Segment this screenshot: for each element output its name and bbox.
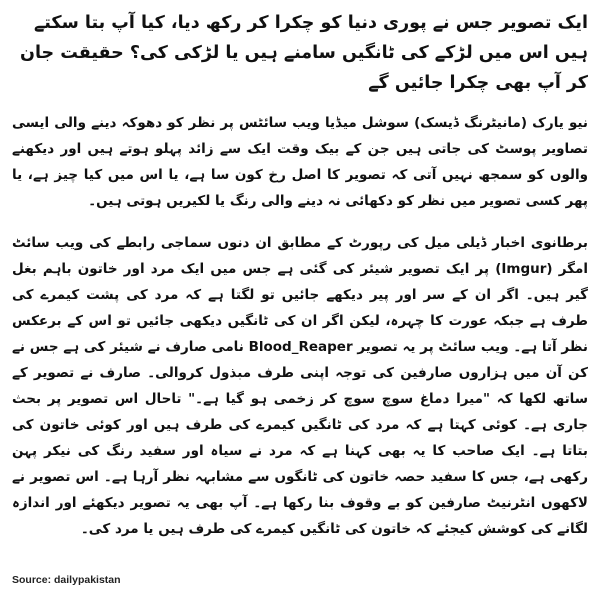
article-paragraph-body: برطانوی اخبار ڈیلی میل کی رپورٹ کے مطابق ان دنوں سماجی رابطے کی ویب سائٹ امگر (Imgur) پر ایک تصویر شیئر کی گئی ہے جس میں ایک مرد اور خاتون باہم بغل گیر ہیں۔ اگر ان کے سر اور پیر دیکھے جائیں تو لگتا ہے کہ مرد کی پشت کیمرے کی طرف ہے جبکہ عورت کا چہرہ، لیکن اگر ان کی ٹانگیں دیکھی جائیں تو اس کے برعکس نظر آتا ہے۔ ویب سائٹ پر یہ تصویر Blood_Reaper نامی صارف نے شیئر کی ہے جس نے کن آن میں ہزاروں صارفین کی توجہ اپنی طرف مبذول کروالی۔ صارف نے تصویر کے ساتھ لکھا کہ "میرا دماغ سوچ سوچ کر زخمی ہو گیا ہے۔" تاحال اس تصویر پر بحث جاری ہے۔ کوئی کہتا ہے کہ مرد کی ٹانگیں کیمرے کی طرف ہیں اور کوئی خاتون کی بتاتا ہے۔ ایک صاحب کا یہ بھی کہنا ہے کہ مرد نے سیاہ اور سفید رنگ کی نیکر پہن رکھی ہے، جس کا سفید حصہ خاتون کی ٹانگوں سے مشابہہ نظر آرہا ہے۔ اس تصویر نے لاکھوں انٹرنیٹ صارفین کو بے وقوف بنا رکھا ہے۔ آپ بھی یہ تصویر دیکھئے اور اندازہ لگانے کی کوشش کیجئے کہ خاتون کی ٹانگیں کیمرے کی طرف ہیں یا مرد کی۔: [12, 235, 589, 537]
source-credit: Source: dailypakistan: [12, 574, 121, 586]
article-paragraph-intro: نیو یارک (مانیٹرنگ ڈیسک) سوشل میڈیا ویب سائٹس پر نظر کو دھوکہ دینے والی ایسی تصاویر پوسٹ کی جاتی ہیں جن کے بیک وقت ایک سے زائد پہلو ہوتے ہیں اور دیکھنے والوں کو سمجھ نہیں آتی کہ تصویر کا اصل رخ کون سا ہے، یا اس میں کیا چیز ہے، یا پھر کسی تصویر میں نظر کو دکھائی نہ دینے والی رنگ یا لکیریں ہوتی ہیں۔: [12, 115, 588, 209]
article-headline: ایک تصویر جس نے پوری دنیا کو چکرا کر رکھ دیا، کیا آپ بتا سکتے ہیں اس میں لڑکے کی ٹانگیں سامنے ہیں یا لڑکی کی؟ حقیقت جان کر آپ بھی چکرا جائیں گے: [20, 13, 588, 93]
